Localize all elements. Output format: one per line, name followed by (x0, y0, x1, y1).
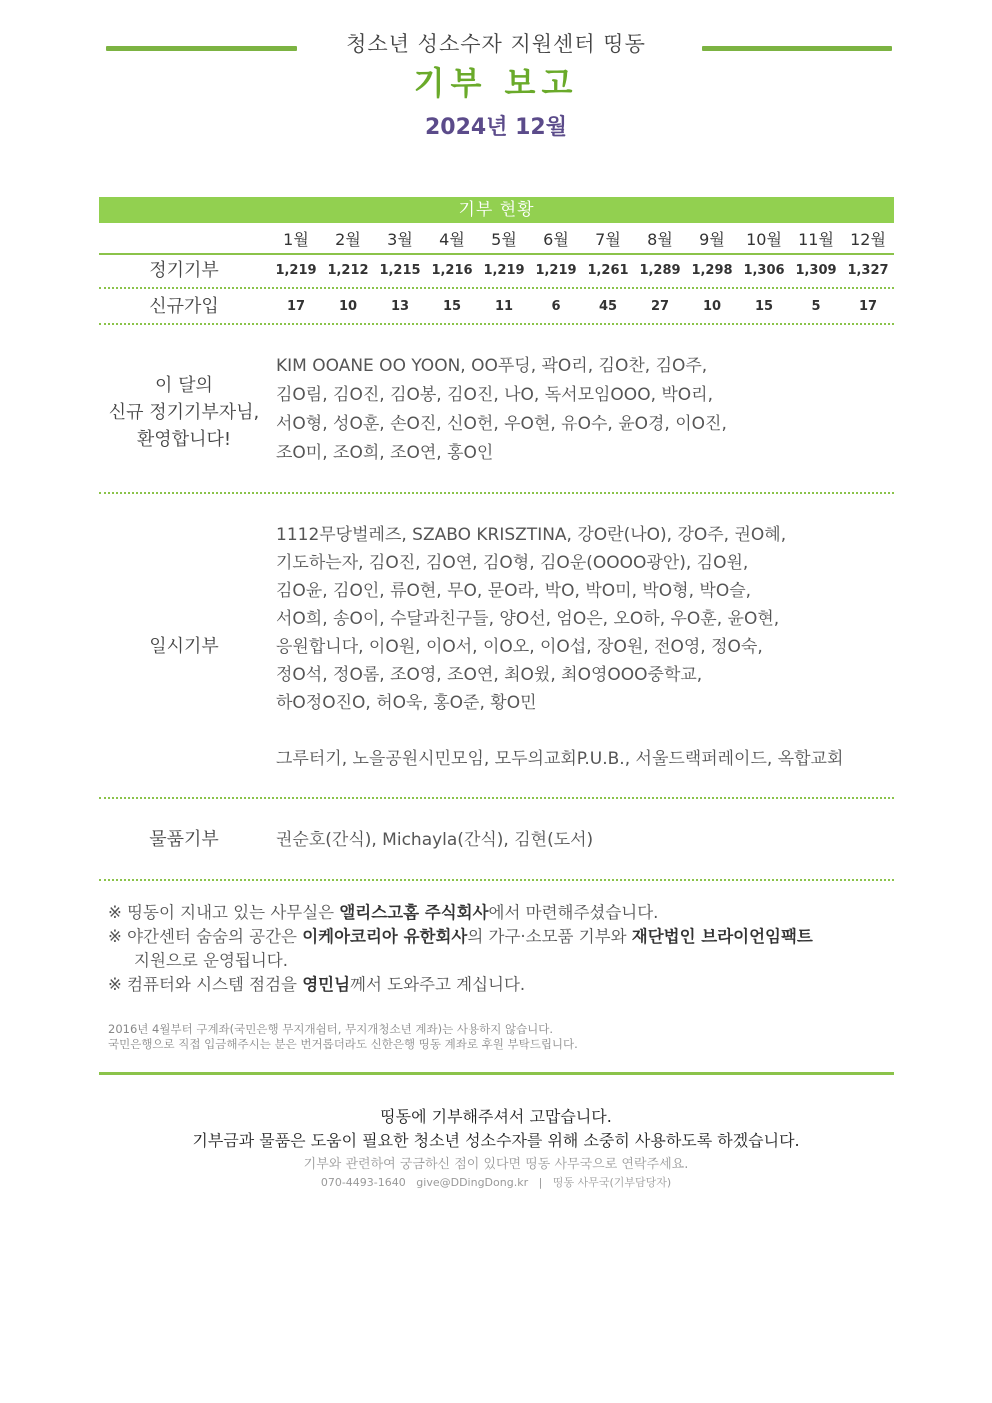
note-office (108, 901, 898, 925)
label-line: 신규 정기기부자님, (108, 402, 260, 423)
month-header: 6월 (543, 230, 569, 249)
page-title: 기부 보고 (413, 64, 579, 102)
email-link[interactable]: give@DDingDong.kr (416, 1176, 529, 1189)
regular-donation-value: 1,306 (743, 263, 785, 278)
new-member-value: 10 (702, 299, 722, 314)
month-header: 7월 (595, 230, 621, 249)
row-divider (99, 323, 894, 325)
note-text: ※ 컴퓨터와 시스템 점검을 (108, 975, 303, 994)
note-computer (108, 973, 898, 997)
contact-details (0, 1174, 992, 1190)
months-header-row (270, 226, 894, 253)
month-header: 10월 (746, 230, 782, 249)
sponsor-name: 재단법인 브라이언임팩트 (631, 927, 813, 946)
new-member-value: 10 (338, 299, 358, 314)
phone-number: 070-4493-1640 (320, 1176, 406, 1189)
new-member-value: 45 (598, 299, 618, 314)
note-text: ※ 띵동이 지내고 있는 사무실은 (108, 903, 340, 922)
account-notice-line: 국민은행으로 직접 입금해주시는 분은 번거롭더라도 신한은행 띵동 계좌로 후원 부탁드립니다. (108, 1037, 578, 1051)
row-divider (99, 879, 894, 881)
row-divider (99, 492, 894, 494)
note-night-center (108, 925, 898, 949)
status-table-title: 기부 현황 (99, 197, 894, 223)
new-member-value: 6 (551, 299, 561, 314)
month-header: 1월 (283, 230, 309, 249)
regular-donation-value: 1,298 (691, 263, 733, 278)
separator: | (538, 1176, 543, 1189)
report-period: 2024년 12월 (424, 115, 567, 140)
name-line: 1112무당벌레즈, SZABO KRISZTINA, 강O란(나O), 강O주, 권O혜, (276, 525, 787, 545)
name-line: 김O림, 김O진, 김O봉, 김O진, 나O, 독서모임OOO, 박O리, (276, 385, 714, 405)
name-line: 김O윤, 김O인, 류O현, 무O, 문O라, 박O, 박O미, 박O형, 박O슬, (276, 581, 752, 601)
month-header: 9월 (699, 230, 725, 249)
note-night-center-cont: 지원으로 운영됩니다. (134, 951, 288, 970)
name-line: 서O희, 송O이, 수달과친구들, 양O선, 엄O은, 오O하, 우O훈, 윤O현, (276, 609, 780, 629)
label-line: 이 달의 (155, 375, 213, 396)
sponsor-name: 이케아코리아 유한회사 (302, 927, 468, 946)
note-text: 에서 마련해주셨습니다. (488, 903, 659, 922)
regular-donation-value: 1,289 (639, 263, 681, 278)
one-time-donors-label: 일시기부 (149, 636, 219, 657)
account-notice-line: 2016년 4월부터 구계좌(국민은행 무지개쉼터, 무지개청소년 계좌)는 사용하지 않습니다. (108, 1022, 554, 1036)
new-member-value: 27 (650, 299, 670, 314)
regular-donation-value: 1,309 (795, 263, 837, 278)
name-line: 조O미, 조O희, 조O연, 홍O인 (276, 443, 494, 463)
sponsor-notes (108, 901, 898, 997)
new-member-value: 15 (442, 299, 462, 314)
office-name: 띵동 사무국(기부담당자) (552, 1176, 672, 1189)
contact-line: 기부와 관련하여 궁금하신 점이 있다면 띵동 사무국으로 연락주세요. (303, 1157, 689, 1172)
new-regular-donors-label (99, 372, 269, 453)
month-header: 4월 (439, 230, 465, 249)
month-header: 5월 (491, 230, 517, 249)
month-header: 12월 (850, 230, 886, 249)
note-text: 께서 도와주고 계십니다. (350, 975, 526, 994)
one-time-donors-list (276, 521, 886, 773)
row-divider (99, 797, 894, 799)
month-header: 11월 (798, 230, 834, 249)
name-line: 정O석, 정O롬, 조O영, 조O연, 최O윘, 최O영OOO중학교, (276, 665, 703, 685)
regular-donation-value: 1,261 (587, 263, 629, 278)
new-member-value: 17 (858, 299, 878, 314)
org-name: 청소년 성소수자 지원센터 띵동 (346, 32, 646, 56)
account-notice (108, 1022, 898, 1052)
name-line: 하O정O진O, 허O욱, 홍O준, 황O민 (276, 693, 537, 713)
note-text: ※ 야간센터 숨숨의 공간은 (108, 927, 303, 946)
regular-donation-value: 1,219 (535, 263, 577, 278)
label-line: 환영합니다! (136, 429, 232, 450)
new-regular-donors-list (276, 352, 886, 468)
month-header: 3월 (387, 230, 413, 249)
name-line: 서O형, 성O훈, 손O진, 신O헌, 우O현, 유O수, 윤O경, 이O진, (276, 414, 727, 434)
row-divider (99, 287, 894, 289)
name-line: KIM OOANE OO YOON, OO푸딩, 곽O리, 김O찬, 김O주, (276, 356, 708, 376)
regular-donation-value: 1,219 (483, 263, 525, 278)
regular-donation-label: 정기기부 (149, 260, 219, 281)
new-member-value: 5 (811, 299, 821, 314)
month-header: 8월 (647, 230, 673, 249)
sponsor-name: 앨리스고홈 주식회사 (339, 903, 489, 922)
regular-donation-value: 1,215 (379, 263, 421, 278)
regular-donation-row (270, 258, 894, 284)
new-member-label: 신규가입 (149, 296, 219, 317)
footer-divider (99, 1072, 894, 1075)
note-text: 의 가구·소모품 기부와 (467, 927, 632, 946)
sponsor-name: 영민님 (302, 975, 351, 994)
new-member-value: 17 (286, 299, 306, 314)
thanks-line-1: 띵동에 기부해주셔서 고맙습니다. (380, 1107, 612, 1126)
regular-donation-value: 1,212 (327, 263, 369, 278)
name-line: 응원합니다, 이O원, 이O서, 이O오, 이O섭, 장O원, 전O영, 정O숙, (276, 637, 763, 657)
goods-donation-list: 권순호(간식), Michayla(간식), 김현(도서) (276, 830, 594, 850)
new-member-value: 11 (494, 299, 514, 314)
new-member-row (270, 294, 894, 320)
regular-donation-value: 1,219 (275, 263, 317, 278)
spacer (276, 717, 886, 745)
name-line: 기도하는자, 김O진, 김O연, 김O형, 김O운(OOOO광안), 김O원, (276, 553, 749, 573)
month-header: 2월 (335, 230, 361, 249)
table-divider (99, 253, 894, 255)
new-member-value: 13 (390, 299, 410, 314)
regular-donation-value: 1,216 (431, 263, 473, 278)
org-donors-line: 그루터기, 노을공원시민모임, 모두의교회P.U.B., 서울드랙퍼레이드, 옥합교회 (276, 749, 844, 769)
thanks-line-2: 기부금과 물품은 도움이 필요한 청소년 성소수자를 위해 소중히 사용하도록 하겠습니다. (192, 1131, 800, 1150)
new-member-value: 15 (754, 299, 774, 314)
regular-donation-value: 1,327 (847, 263, 889, 278)
goods-donation-label: 물품기부 (149, 829, 219, 850)
